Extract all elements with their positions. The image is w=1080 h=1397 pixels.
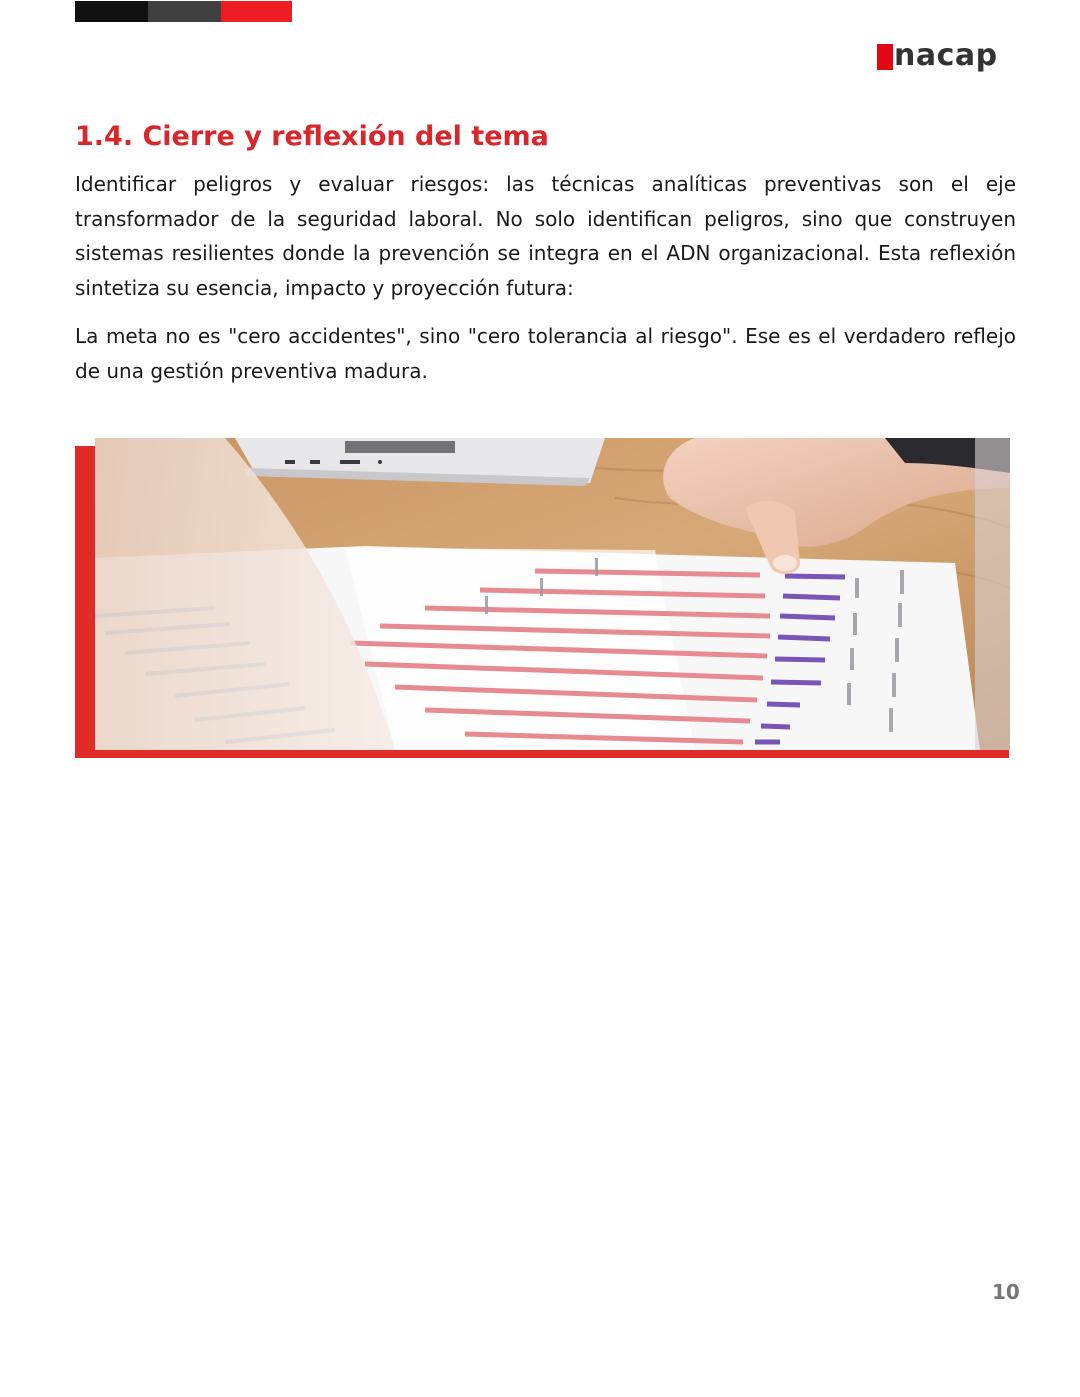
color-bar-gray <box>148 1 221 22</box>
page-number: 10 <box>992 1280 1020 1304</box>
inacap-logo <box>877 36 998 76</box>
conclusion-paragraph: La meta no es "cero accidentes", sino "cero tolerancia al riesgo". Ese es el verdadero reflejo de una gestión preventiva madura. <box>75 324 1016 383</box>
logo-text: nacap <box>894 38 998 73</box>
logo-mark-icon <box>877 44 893 70</box>
section-title: 1.4. Cierre y reflexión del tema <box>75 121 549 152</box>
color-bar-black <box>75 1 148 22</box>
intro-paragraph: Identificar peligros y evaluar riesgos: las técnicas analíticas preventivas son el eje transformador de la seguridad laboral. No solo identifican peligros, sino que construyen sistemas resilientes donde la prevención se integra en el ADN organizacional. Esta reflexión sintetiza su esencia, impacto y proyección futura: <box>75 172 1016 300</box>
header-color-bar <box>75 1 292 22</box>
color-bar-red <box>221 1 292 22</box>
photo-frame-bottom <box>75 750 1009 758</box>
report-photo <box>95 438 1010 750</box>
report-photo-figure <box>75 438 1010 758</box>
photo-frame-left <box>75 446 95 757</box>
